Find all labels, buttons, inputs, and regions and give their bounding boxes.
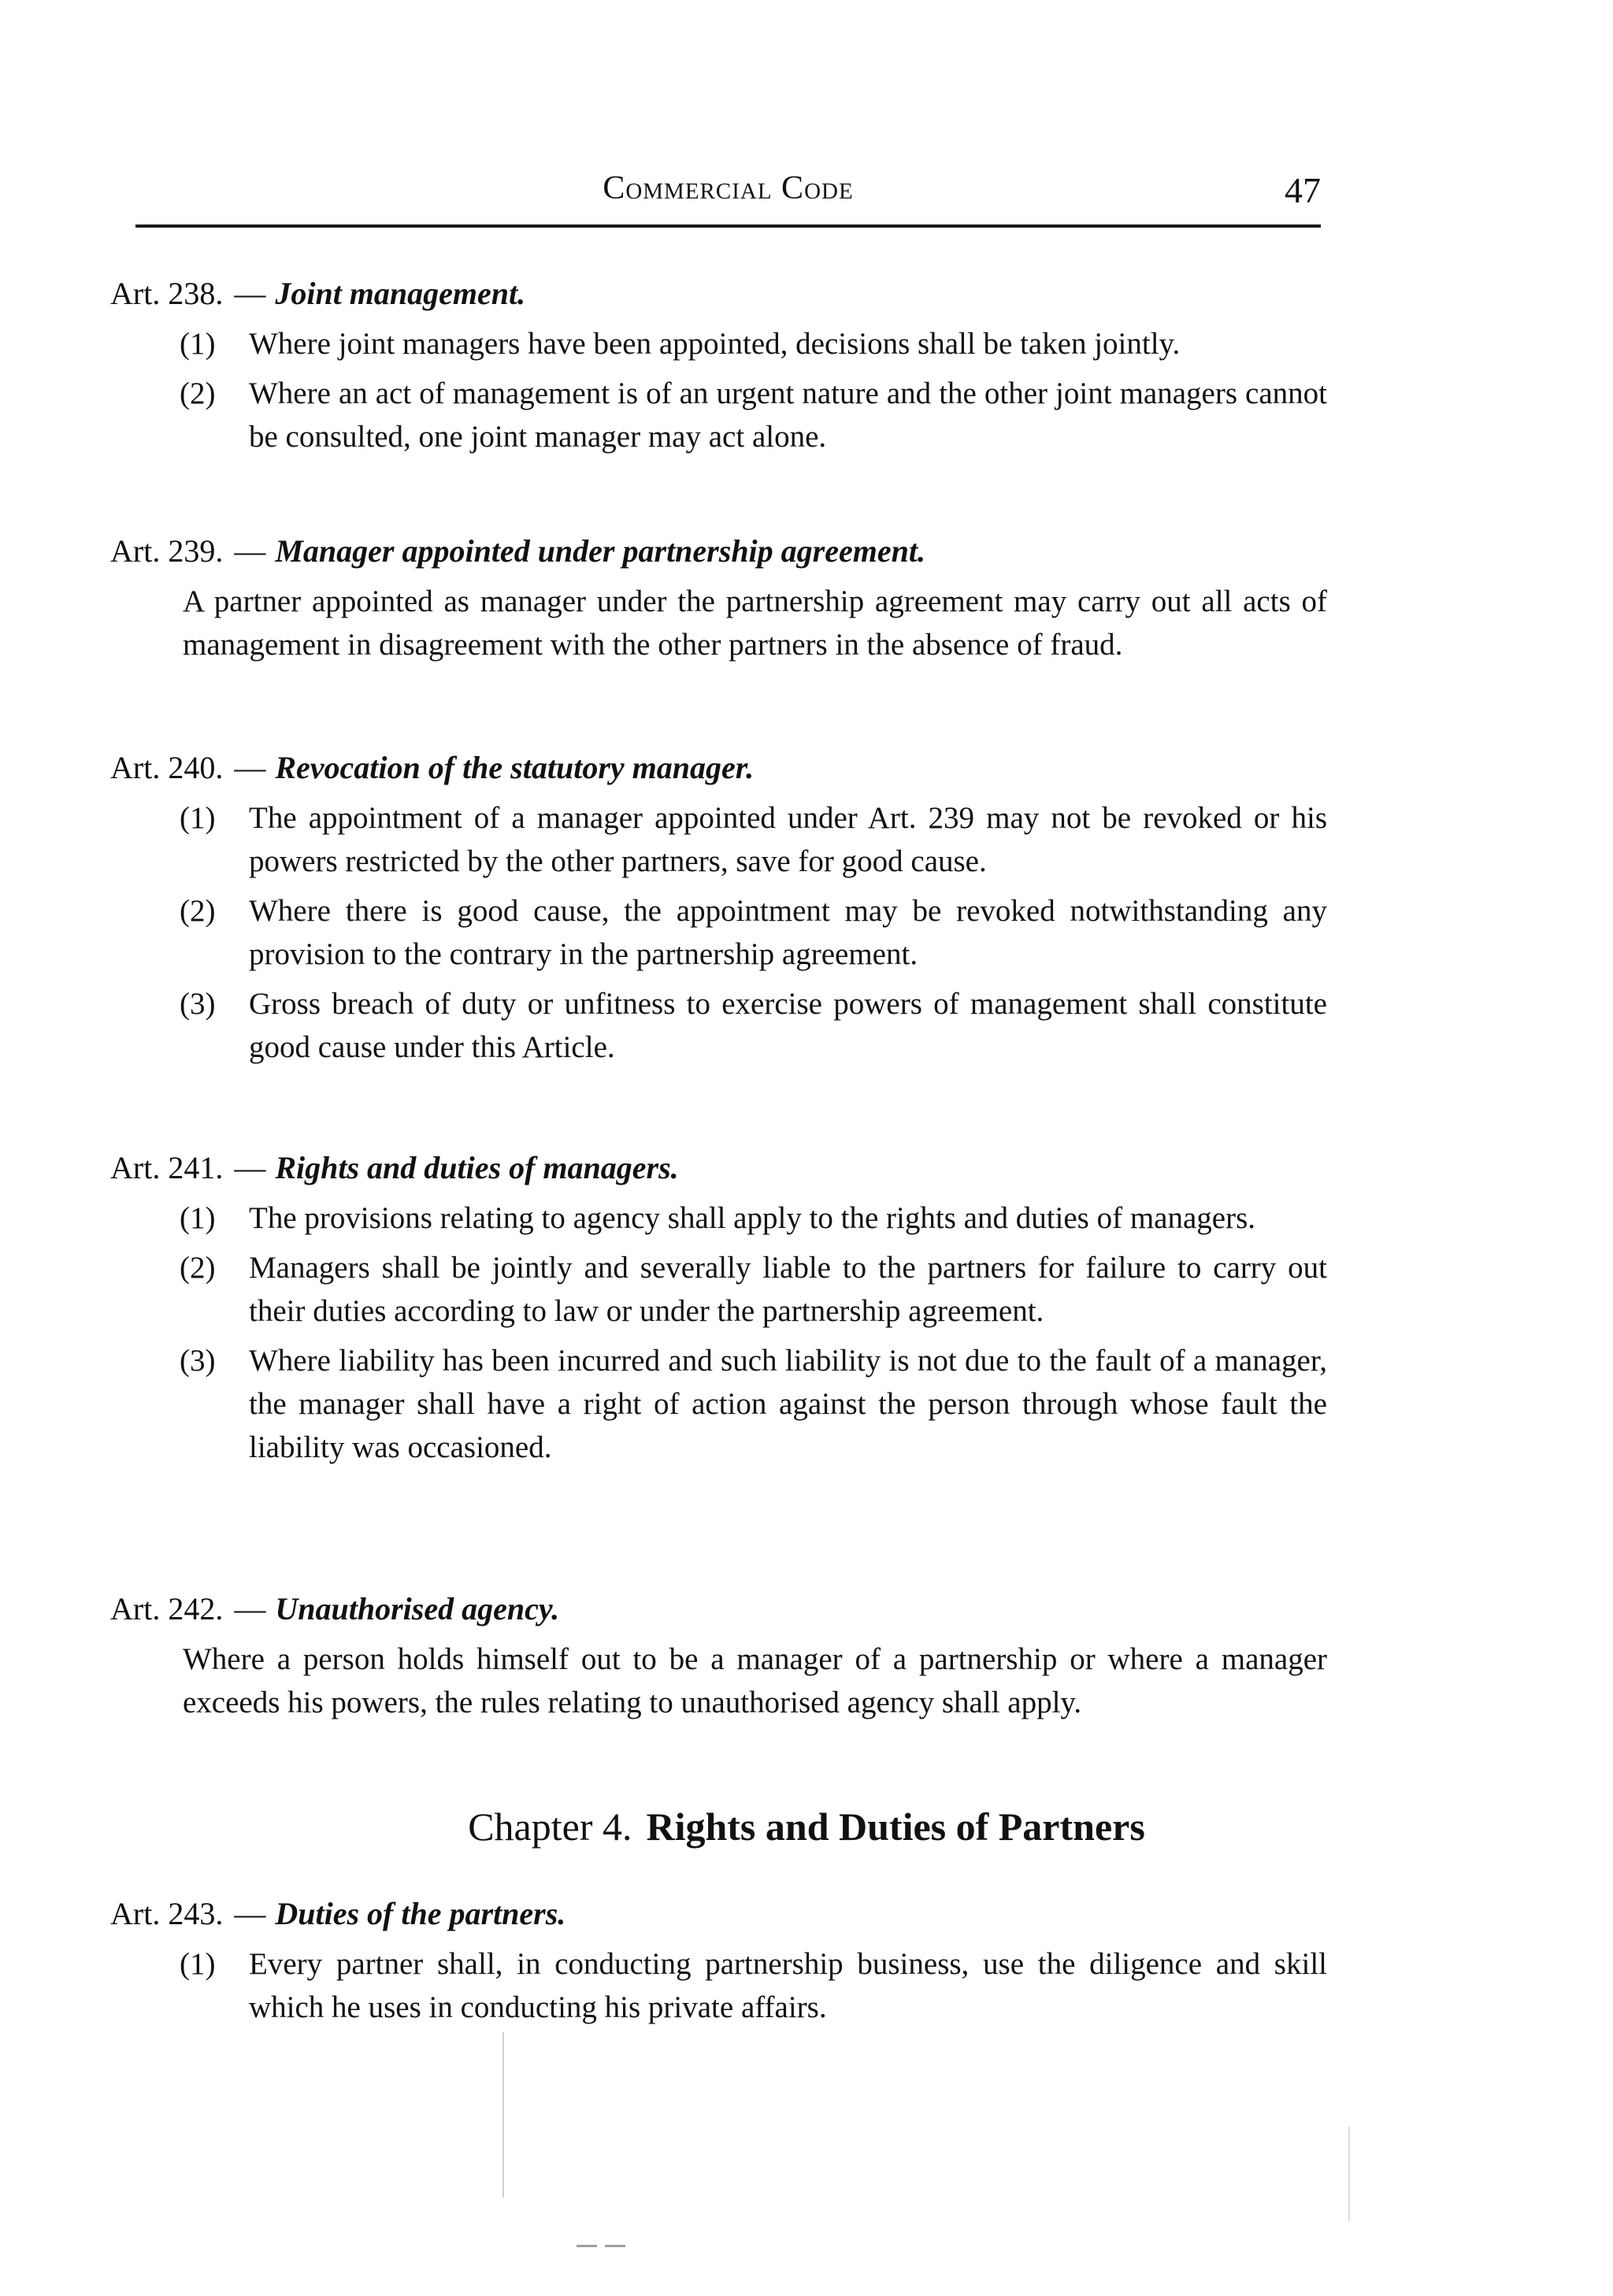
article-paragraph [183,580,1327,666]
article-241 [110,1146,1327,1469]
paragraph-text: Where joint managers have been appointed, decisions shall be taken jointly. [249,327,1181,361]
em-dash: — [234,750,266,785]
article-239 [110,529,1327,666]
article-title: Unauthorised agency. [275,1591,560,1626]
em-dash: — [234,1150,266,1185]
em-dash: — [234,1591,266,1626]
article-paragraph [180,1196,1327,1240]
scan-artifact [605,2245,625,2247]
article-title: Joint management. [275,276,526,311]
article-paragraph [180,1942,1327,2029]
paragraph-number: (3) [180,1344,216,1378]
paragraph-text: Every partner shall, in conducting partnership business, use the diligence and skill which he uses in conducting his private affairs. [249,1947,1327,2024]
article-number: Art. 243. [110,1896,224,1931]
paragraph-text: Where a person holds himself out to be a manager of a partnership or where a manager exceeds his powers, the rules relating to unauthorised agency shall apply. [183,1642,1327,1719]
article-number: Art. 241. [110,1150,224,1185]
paragraph-number: (1) [180,327,216,361]
scan-artifact [577,2245,597,2247]
paragraph-text: Gross breach of duty or unfitness to exercise powers of management shall constitute good cause under this Article. [249,987,1327,1064]
article-paragraph [180,889,1327,976]
article-number: Art. 239. [110,533,224,569]
article-heading [110,272,1327,316]
article-title: Revocation of the statutory manager. [275,750,755,785]
paragraph-text: The provisions relating to agency shall apply to the rights and duties of managers. [249,1201,1256,1235]
article-heading [110,1146,1327,1190]
paragraph-number: (2) [180,1251,216,1285]
paragraph-number: (2) [180,376,216,410]
article-238 [110,272,1327,458]
paragraph-text: Where an act of management is of an urgent nature and the other joint managers cannot be consulted, one joint manager may act alone. [249,376,1327,454]
article-paragraph [180,796,1327,883]
article-paragraph [180,1246,1327,1333]
em-dash: — [234,1896,266,1931]
article-242 [110,1587,1327,1724]
paragraph-text: Where there is good cause, the appointment may be revoked notwithstanding any provision to the contrary in the partnership agreement. [249,894,1327,971]
scan-artifact [1348,2127,1350,2221]
article-title: Rights and duties of managers. [275,1150,679,1185]
paragraph-text: A partner appointed as manager under the partnership agreement may carry out all acts of management in disagreement with the other partners in the absence of fraud. [183,584,1327,662]
em-dash: — [234,533,266,569]
article-heading [110,746,1327,790]
article-heading [110,1587,1327,1631]
page-number: 47 [1285,170,1321,210]
article-paragraph [180,982,1327,1069]
article-paragraph [180,372,1327,458]
paragraph-number: (2) [180,894,216,928]
paragraph-number: (3) [180,987,216,1021]
paragraph-text: Managers shall be jointly and severally liable to the partners for failure to carry out their duties according to law or under the partnership agreement. [249,1251,1327,1328]
running-header [135,169,1321,228]
article-number: Art. 238. [110,276,224,311]
chapter-title: Rights and Duties of Partners [646,1805,1145,1849]
em-dash: — [234,276,266,311]
header-title: Commercial Code [603,170,854,206]
chapter-heading [0,1804,1613,1849]
article-heading [110,1892,1327,1936]
article-paragraph [183,1638,1327,1724]
paragraph-number: (1) [180,1947,216,1981]
article-title: Manager appointed under partnership agreement. [275,533,925,569]
chapter-label: Chapter 4. [468,1805,632,1849]
article-243 [110,1892,1327,2029]
article-paragraph [180,322,1327,365]
article-paragraph [180,1339,1327,1469]
paragraph-text: The appointment of a manager appointed under Art. 239 may not be revoked or his powers restricted by the other partners, save for good cause. [249,801,1327,878]
article-240 [110,746,1327,1069]
scan-artifact [502,2032,504,2198]
paragraph-number: (1) [180,1201,216,1235]
article-number: Art. 240. [110,750,224,785]
article-number: Art. 242. [110,1591,224,1626]
paragraph-number: (1) [180,801,216,835]
article-heading [110,529,1327,573]
article-title: Duties of the partners. [275,1896,566,1931]
paragraph-text: Where liability has been incurred and such liability is not due to the fault of a manager, the manager shall have a right of action against the person through whose fault the liability was occasioned. [249,1344,1327,1464]
